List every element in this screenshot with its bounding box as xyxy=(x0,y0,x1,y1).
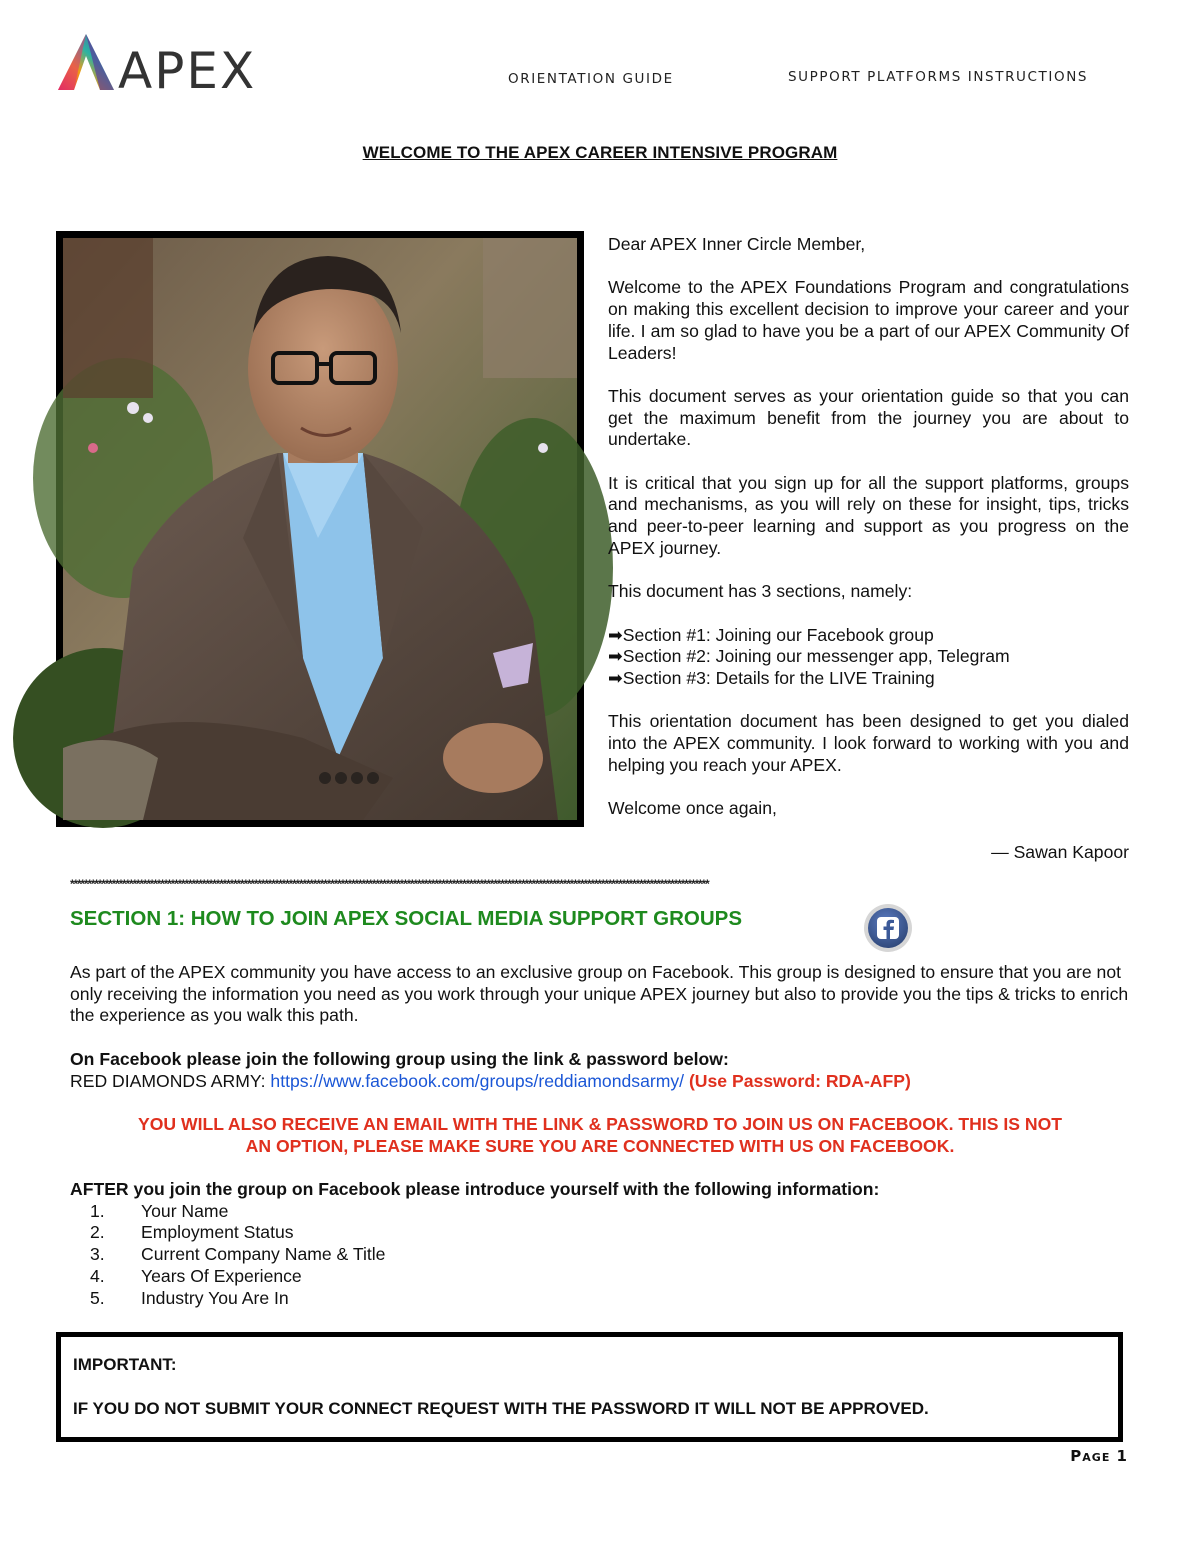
introduction-list xyxy=(70,1201,1130,1310)
letter-paragraph: It is critical that you sign up for all the support platforms, groups and mechanisms, as you will rely on these for insight, tips, tricks and peer-to-peer learning and support as you progress on the APEX journey. xyxy=(608,472,1129,558)
list-text: Years Of Experience xyxy=(141,1265,302,1286)
facebook-group-link[interactable]: https://www.facebook.com/groups/reddiamondsarmy/ xyxy=(270,1070,685,1091)
facebook-warning xyxy=(70,1114,1130,1157)
group-line xyxy=(70,1071,1130,1093)
page-title: WELCOME TO THE APEX CAREER INTENSIVE PROGRAM xyxy=(362,143,838,162)
list-item xyxy=(608,646,1129,668)
list-text: Current Company Name & Title xyxy=(141,1244,386,1265)
apex-logo xyxy=(56,32,257,100)
header-orientation-guide: ORIENTATION GUIDE xyxy=(508,71,674,87)
list-item xyxy=(608,625,1129,647)
warning-line: YOU WILL ALSO RECEIVE AN EMAIL WITH THE LINK & PASSWORD TO JOIN US ON FACEBOOK. THIS IS NOT xyxy=(137,1113,1063,1134)
section-1-title: SECTION 1: HOW TO JOIN APEX SOCIAL MEDIA SUPPORT GROUPS xyxy=(70,907,743,930)
warning-line: AN OPTION, PLEASE MAKE SURE YOU ARE CONNECTED WITH US ON FACEBOOK. xyxy=(245,1135,955,1156)
list-number: 2. xyxy=(90,1222,105,1243)
list-item xyxy=(70,1266,1130,1288)
section-3-bullet: Section #3: Details for the LIVE Training xyxy=(622,667,935,688)
asterisk-separator: **************************************************************************************************************************************************************************************** xyxy=(70,877,709,891)
important-label: IMPORTANT: xyxy=(73,1355,177,1374)
letter-salutation: Dear APEX Inner Circle Member, xyxy=(608,234,866,254)
list-item xyxy=(70,1201,1130,1223)
letter-paragraph: Welcome to the APEX Foundations Program and congratulations on making this excellent decision to improve your career and your life. I am so glad to have you be a part of our APEX Community Of Leaders! xyxy=(608,277,1129,363)
after-heading: AFTER you join the group on Facebook please introduce yourself with the following information: xyxy=(70,1178,880,1199)
list-item xyxy=(70,1222,1130,1244)
section-1-bullet: Section #1: Joining our Facebook group xyxy=(622,624,934,645)
section-1-intro: As part of the APEX community you have access to an exclusive group on Facebook. This group is designed to ensure that you are not only receiving the information you need as you work through your unique APEX journey but also to provide you the tips & tricks to enrich the experience as you walk this path. xyxy=(70,962,1129,1026)
arrow-right-icon: ➡ xyxy=(608,667,623,688)
list-number: 1. xyxy=(90,1200,105,1221)
section-2-bullet: Section #2: Joining our messenger app, Telegram xyxy=(622,646,1010,667)
letter-paragraph: This document serves as your orientation guide so that you can get the maximum benefit from the journey you are about to undertake. xyxy=(608,385,1129,450)
list-text: Industry You Are In xyxy=(141,1287,289,1308)
list-text: Your Name xyxy=(141,1200,229,1221)
list-number: 3. xyxy=(90,1244,105,1265)
arrow-right-icon: ➡ xyxy=(608,646,623,667)
letter-paragraph: This document has 3 sections, namely: xyxy=(608,581,913,602)
join-heading: On Facebook please join the following group using the link & password below: xyxy=(70,1048,729,1069)
letter-closing: Welcome once again, xyxy=(608,798,777,819)
header-support-platforms: SUPPORT PLATFORMS INSTRUCTIONS xyxy=(788,69,1089,85)
password-note: (Use Password: RDA-AFP) xyxy=(684,1070,911,1091)
list-number: 4. xyxy=(90,1265,105,1286)
sections-list xyxy=(608,625,1129,690)
page-number: Page 1 xyxy=(1070,1447,1128,1465)
important-notice-box xyxy=(56,1332,1123,1442)
list-number: 5. xyxy=(90,1287,105,1308)
list-item xyxy=(70,1288,1130,1310)
list-item xyxy=(70,1244,1130,1266)
group-label: RED DIAMONDS ARMY: xyxy=(70,1070,271,1091)
letter-signature: — Sawan Kapoor xyxy=(991,841,1129,862)
welcome-letter xyxy=(608,234,1129,863)
letter-paragraph: This orientation document has been designed to get you dialed into the APEX community. I look forward to working with you and helping you reach your APEX. xyxy=(608,711,1129,775)
facebook-icon[interactable] xyxy=(863,903,913,953)
important-text: IF YOU DO NOT SUBMIT YOUR CONNECT REQUEST WITH THE PASSWORD IT WILL NOT BE APPROVED. xyxy=(73,1398,929,1418)
arrow-right-icon: ➡ xyxy=(608,624,623,645)
portrait-photo xyxy=(56,231,584,827)
section-1-body xyxy=(70,962,1130,1309)
list-text: Employment Status xyxy=(141,1222,294,1243)
list-item xyxy=(608,668,1129,690)
logo-text: APEX xyxy=(118,42,257,100)
